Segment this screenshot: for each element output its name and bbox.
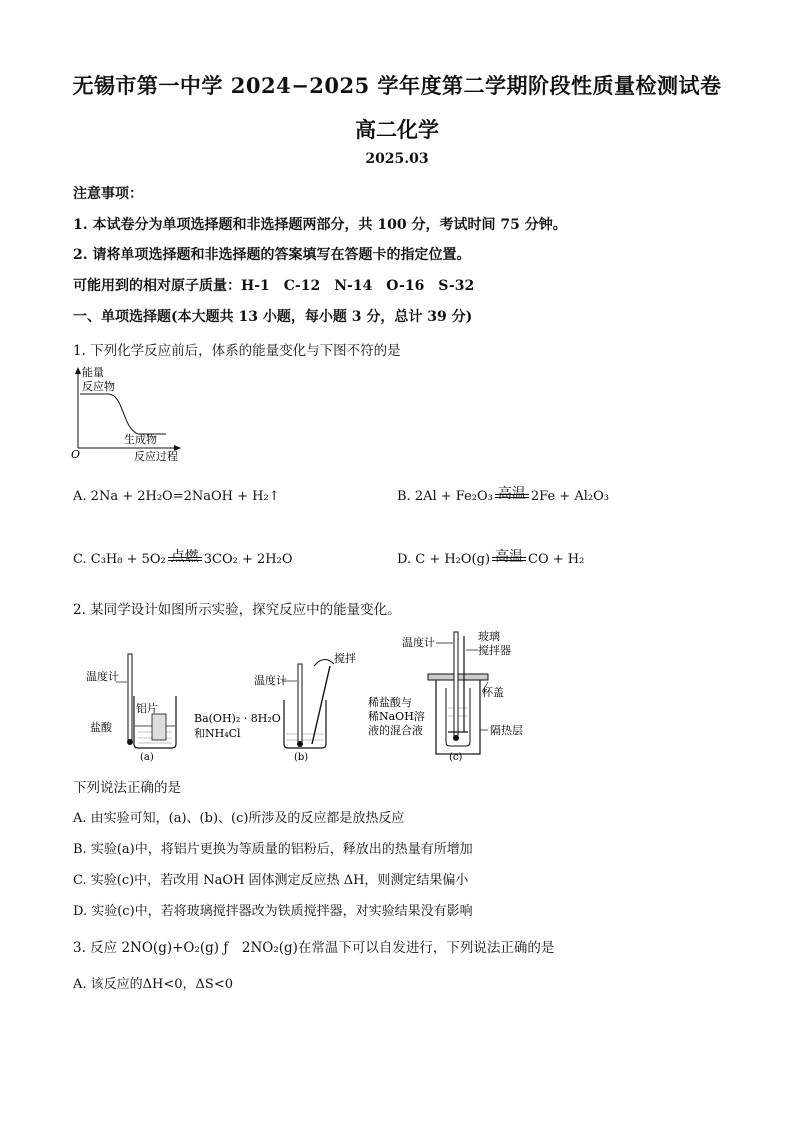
b-caption: (b) [294,752,309,763]
atomic-masses: 可能用到的相对原子质量：H-1 C-12 N-14 O-16 S-32 [73,278,475,294]
thermometer-b [298,664,302,742]
q2-option-c[interactable]: C. 实验(c)中，若改用 NaOH 固体测定反应热 ΔH，则测定结果偏小 [73,873,469,888]
q1-option-a[interactable] [73,489,280,504]
option-letter: C. [73,552,87,567]
product-label: 生成物 [124,433,157,446]
q1-stem: 1. 下列化学反应前后，体系的能量变化与下图不符的是 [73,343,401,359]
note-2: 2. 请将单项选择题和非选择题的答案填写在答题卡的指定位置。 [73,247,471,263]
y-axis-label: 能量 [82,366,104,379]
option-letter: A. [73,489,87,504]
c-glass-label-2: 搅拌器 [478,644,511,657]
subject-title: 高二化学 [355,117,439,142]
a-caption: (a) [140,752,154,763]
thermometer-c [454,632,458,736]
c-mixture-label-3: 液的混合液 [368,724,423,737]
c-caption: (c) [449,752,463,763]
c-mixture-label-2: 稀NaOH溶 [368,710,425,723]
origin-label: O [71,448,81,461]
q2-option-a[interactable]: A. 由实验可知，(a)、(b)、(c)所涉及的反应都是放热反应 [73,811,405,826]
apparatus-c [368,629,523,763]
q2-option-d[interactable]: D. 实验(c)中，若将玻璃搅拌器改为铁质搅拌器，对实验结果没有影响 [73,904,473,919]
q1-option-b[interactable] [397,486,609,504]
option-d-products: CO + H₂ [528,552,585,567]
b-thermometer-label: 温度计 [254,674,287,687]
b-reagent-label-2: 和NH₄Cl [194,727,241,740]
x-axis-label: 反应过程 [134,450,178,463]
energy-curve [80,394,166,434]
a-acid-label: 盐酸 [90,721,112,734]
stirring-rod [312,666,330,744]
y-axis-arrow [75,367,81,374]
option-letter: B. [397,489,411,504]
c-lid-label: 杯盖 [482,686,504,699]
exam-date: 2025.03 [365,151,429,167]
q3-option-a[interactable]: A. 该反应的ΔH<0，ΔS<0 [73,977,233,992]
beaker-b [284,700,326,748]
reactant-label: 反应物 [82,380,115,393]
c-insulation-label: 隔热层 [490,724,523,737]
apparatus-a [86,654,176,763]
q1-option-d[interactable] [397,549,585,567]
aluminum-strip [152,714,166,740]
apparatus-b [194,651,356,763]
notes-heading: 注意事项： [73,186,143,202]
q2-apparatus-figure [78,626,538,766]
q1-option-c[interactable] [73,549,293,567]
a-thermometer-label: 温度计 [86,670,119,683]
option-letter: D. [397,552,412,567]
condition-label: 高温 [497,486,526,502]
q2-option-b[interactable]: B. 实验(a)中，将铝片更换为等质量的铝粉后，释放出的热量有所增加 [73,842,473,857]
b-stir-label: 搅拌 [334,652,356,665]
q3-stem: 3. 反应 2NO(g)+O₂(g) ƒ 2NO₂(g)在常温下可以自发进行，下列说法正确的是 [73,940,555,956]
option-c-products: 3CO₂ + 2H₂O [203,552,293,567]
c-glass-label-1: 玻璃 [478,630,500,643]
section-1-heading: 一、单项选择题(本大题共 13 小题，每小题 3 分，总计 39 分) [73,309,473,325]
option-a-equation: 2Na + 2H₂O=2NaOH + H₂↑ [90,489,280,504]
c-mixture-label-1: 稀盐酸与 [368,696,412,709]
condition-label: 点燃 [170,549,199,565]
stir-arrow [314,659,334,666]
c-thermometer-label: 温度计 [402,636,435,649]
q1-energy-diagram [66,364,196,464]
condition-label: 高温 [495,549,524,565]
option-d-reactants: C + H₂O(g) [415,552,491,567]
option-b-products: 2Fe + Al₂O₃ [530,489,609,504]
option-c-reactants: C₃H₈ + 5O₂ [90,552,166,567]
q2-prompt: 下列说法正确的是 [73,780,181,796]
option-b-reactants: 2Al + Fe₂O₃ [414,489,493,504]
b-reagent-label-1: Ba(OH)₂ · 8H₂O [194,712,281,725]
note-1: 1. 本试卷分为单项选择题和非选择题两部分，共 100 分，考试时间 75 分钟。 [73,217,567,233]
q2-stem: 2. 某同学设计如图所示实验，探究反应中的能量变化。 [73,602,401,618]
a-aluminum-label: 铝片 [136,702,158,715]
exam-title: 无锡市第一中学 2024−2025 学年度第二学期阶段性质量检测试卷 [72,73,722,98]
thermometer-a [128,654,132,740]
